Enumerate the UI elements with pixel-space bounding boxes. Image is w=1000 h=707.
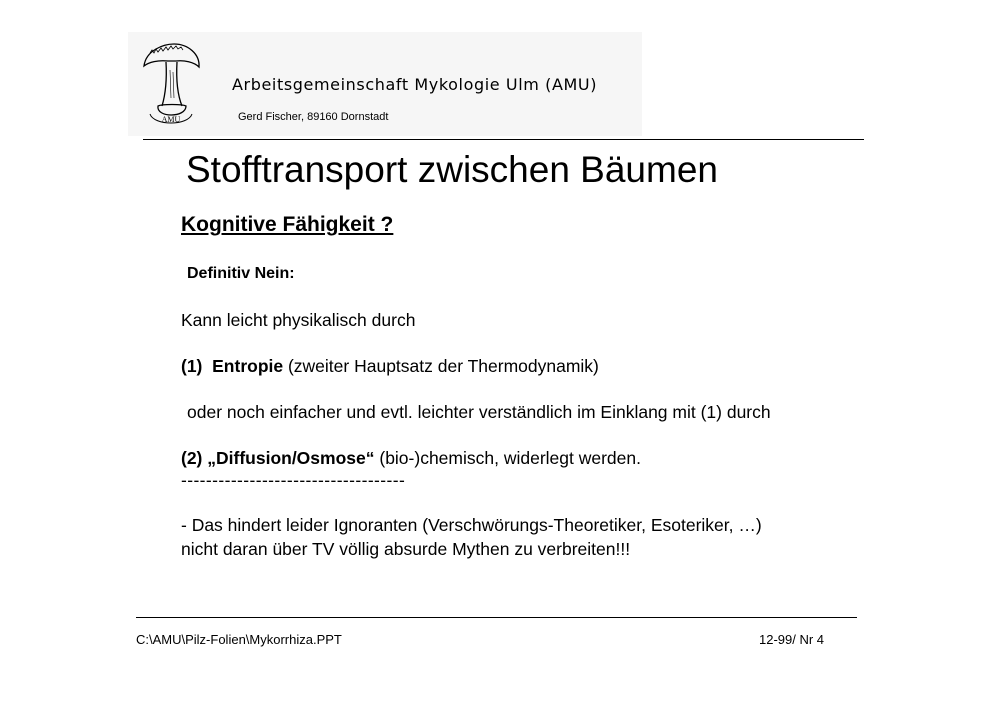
item-entropie: [181, 356, 599, 377]
item-description: (zweiter Hauptsatz der Thermodynamik): [283, 356, 599, 376]
connector-line: oder noch einfacher und evtl. leichter verständlich im Einklang mit (1) durch: [187, 402, 771, 422]
slide-subtitle: Kognitive Fähigkeit ?: [181, 213, 394, 236]
answer-label: Definitiv Nein:: [187, 265, 295, 282]
organization-address: Gerd Fischer, 89160 Dornstadt: [238, 111, 389, 123]
note-line-2: nicht daran über TV völlig absurde Mythen zu verbreiten!!!: [181, 539, 631, 559]
item-number: (1): [181, 356, 203, 376]
header-divider: [143, 139, 864, 140]
footer-page-number: 12-99/ Nr 4: [759, 632, 825, 647]
mushroom-logo-icon: [140, 40, 202, 132]
footer-file-path: C:\AMU\Pilz-Folien\Mykorrhiza.PPT: [136, 632, 342, 647]
intro-line: Kann leicht physikalisch durch: [181, 310, 416, 330]
item-term: Entropie: [212, 356, 284, 376]
logo-label: AMU: [161, 115, 181, 124]
note-line-1: - Das hindert leider Ignoranten (Verschwörungs-Theoretiker, Esoteriker, …): [181, 515, 762, 535]
organization-name: Arbeitsgemeinschaft Mykologie Ulm (AMU): [232, 75, 598, 94]
item-diffusion: [181, 448, 641, 469]
dashed-separator: ------------------------------------: [181, 470, 406, 490]
slide-title: Stofftransport zwischen Bäumen: [186, 149, 718, 190]
item-term: (2) „Diffusion/Osmose“: [181, 448, 375, 468]
footer-divider: [136, 617, 857, 618]
item-description: (bio-)chemisch, widerlegt werden.: [374, 448, 641, 468]
